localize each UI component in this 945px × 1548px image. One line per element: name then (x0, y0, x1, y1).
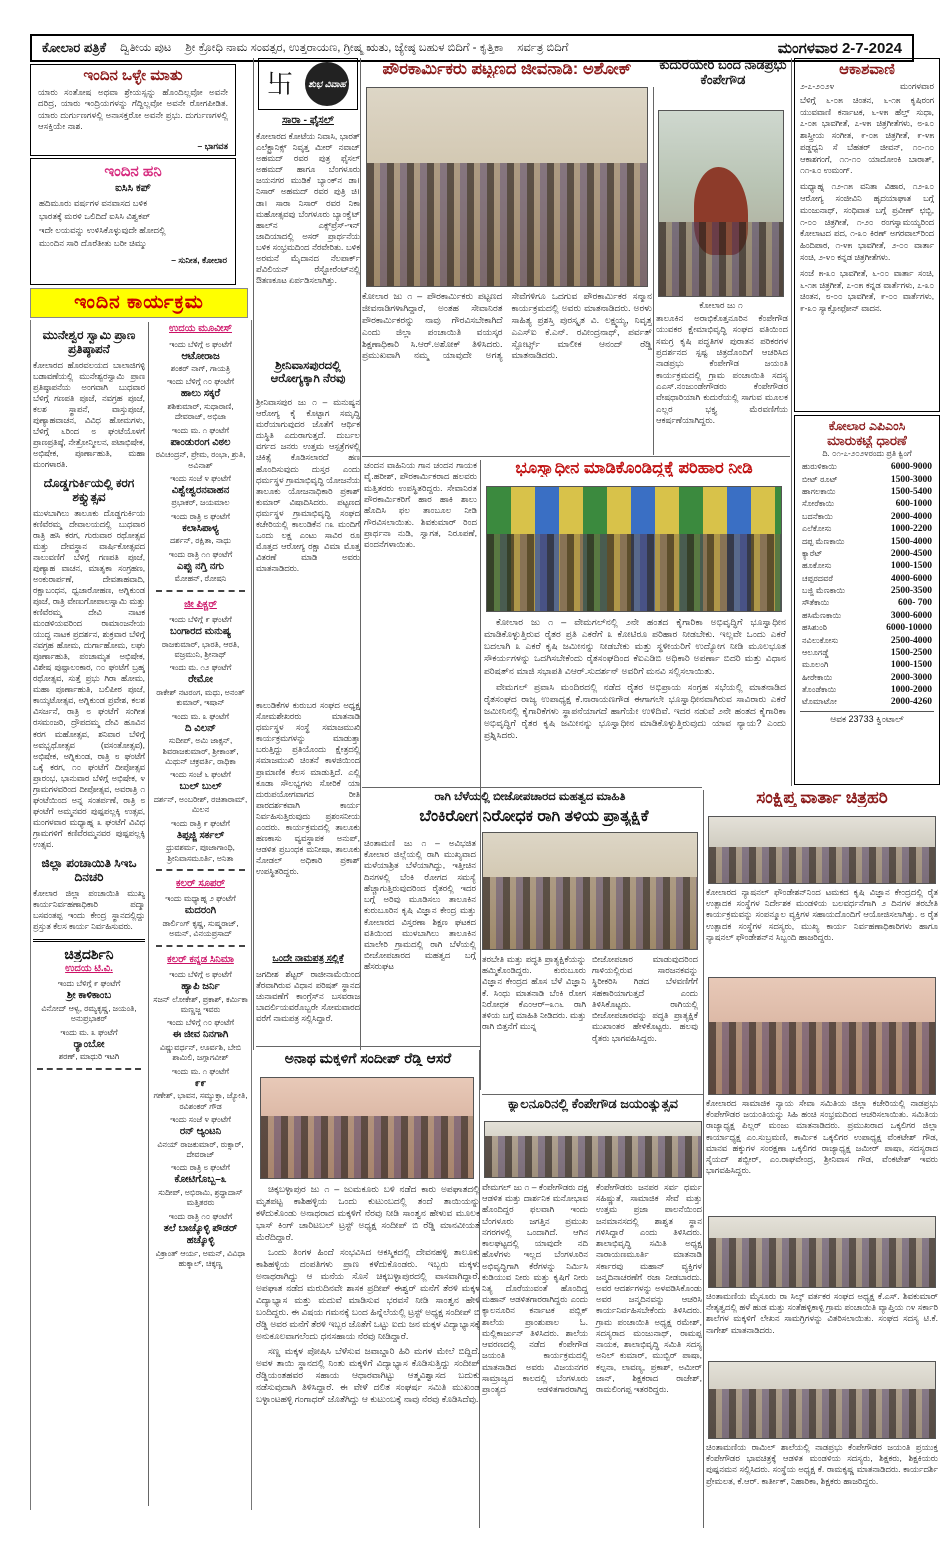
horse-headline: ಕುದುರೆಯೇರಿ ಬಂದ ನಾಡಪ್ರಭು ಕೆಂಪೇಗೌಡ (659, 58, 787, 87)
section-divider (33, 939, 145, 942)
market-item: ಬೀಟ್ ರೂಟ್ (802, 474, 838, 484)
photo-people (483, 877, 697, 949)
show-time: ಇಂದು ಬೆಳಿಗ್ಗೆ ೯ ಘಂಟೆಗೆ (169, 615, 232, 625)
market-footer: ಆವಕ 23733 ಕ್ವಿಂಟಾಲ್ (800, 711, 934, 725)
market-row (800, 597, 934, 609)
ragi-photo (482, 832, 698, 950)
market-item: ಹುರುಳಿಕಾಯಿ (802, 462, 838, 472)
market-row (800, 461, 934, 473)
cinema-listing-item (152, 598, 249, 613)
column-divider (148, 322, 149, 1506)
market-price-range: 1500-3000 (890, 474, 932, 485)
film-cast: ಧ್ರುವಶರ್ಮ, ಪೂಜಾಗಾಂಧಿ, ಶ್ರೀನಿವಾಸಮೂರ್ತಿ, ಅನಿತಾ (166, 843, 235, 863)
cinema-listing-item (152, 1115, 249, 1160)
cinema-listing-item (152, 877, 249, 892)
show-time: ಇಂದು ಮ. ೩ ಘಂಟೆಗೆ (60, 1027, 118, 1037)
kyalanuru-photo (484, 1121, 702, 1178)
market-item: ಬಜ್ಜಿ ಮೆಣಕಾಯಿ (802, 586, 846, 596)
film-cast: ಶಶಿಕುಮಾರ್, ಸುಧಾರಾಣಿ, ದೇವರಾಜ್, ಅಭಿಜಾ (167, 401, 234, 422)
hani-subtitle: ಐಸಿಸಿ ಕಪ್ (115, 182, 151, 194)
market-row (800, 585, 934, 597)
show-cast: ಶರಣ್, ಮಾಧುರಿ ಇಟಗಿ (58, 1052, 120, 1062)
cinema-listing-item (152, 1163, 249, 1208)
show-time: ಇಂದು ಮಧ್ಯಾಹ್ನ ೨ ಘಂಟೆಗೆ (165, 894, 236, 904)
film-title: ಆಟೋರಾಜ (181, 350, 220, 362)
photo-people (659, 222, 783, 296)
good-words-attribution: – ಭಾಗವತ (197, 140, 228, 151)
market-row (800, 684, 934, 696)
market-item: ಹೀರೇಕಾಯಿ (802, 672, 833, 682)
photo-people (367, 163, 647, 286)
show-time: ಇಂದು ಮ. ೩ ಘಂಟೆಗೆ (171, 711, 230, 721)
anatha-headline: ಅನಾಥ ಮಕ್ಕಳಿಗೆ ಸಂದೀಪ್ ರೆಡ್ಡಿ ಆಸರೆ (284, 1050, 452, 1066)
ashok-headline: ಪೌರಕಾರ್ಮಿಕರು ಪಟ್ಟಣದ ಜೀವನಾಡಿ: ಅಶೋಕ್ (382, 60, 632, 78)
market-item: ಟೊಮಾಟೋ (802, 697, 837, 707)
market-price-range: 600-1000 (895, 499, 932, 510)
market-item: ಸೋರೆಕಾಯಿ (802, 499, 835, 509)
market-item: ಎಲೆಕೋಸು (802, 524, 832, 534)
film-title: ಹಾಲು ಸಕ್ಕರೆ (180, 388, 221, 400)
market-item: ಹೂಕೋಸು (802, 561, 832, 571)
cinema-listing-item (152, 322, 249, 337)
film-title: ದಿ ವಿಲನ್ (185, 722, 216, 734)
film-title: ಜೀ ಪಿಕ್ಚರ್ (184, 598, 217, 610)
hani-line: ಇದೇ ಲಯವನ್ನು ಉಳಿಸಿಕೊಳ್ಳುವುದೇ ಹೋದಲ್ಲಿ (39, 224, 166, 235)
photo-people (709, 847, 935, 883)
market-price-range: 2000-4260 (890, 697, 932, 708)
wedding-story-body: ಕೋಲಾರದ ಕೋಟೆಯ ನಿವಾಸಿ, ಭಾರತ್ ಎಲೆಕ್ಟ್ರಾನಿಕ್ಸ್ ನಿವೃತ್ತ ಮೀರ್ ನವಾಜ್ ಅಹಮದ್ ರವರ ಪುತ್ರ ಫೈಸಲ್ ಅಹಮದ್ ಹಾಗೂ ಬೆಂಗಳೂರು ಜಯನಗರ ಮುಡಿಕೆ ಬ್ಯಾಂಕ್‌ನ ಡಾ। ನಿಸಾರ್ ಅಹಮದ್ ರವರ ಪುತ್ರಿ ಚಿ। ಡಾ। ಸಾರಾ ನಿಸಾರ್ ರವರ ನಿಕಾ ಮಹೋತ್ಸವವು ಬೆಂಗಳೂರು ಬ್ಯಾಂಕ್ವೆಟ್ ಹಾಲ್‌ನ ಎಕ್ಸ್‌ಪ್ರೆಸ್-ಇನ್ ಜಾದಿಯಾದಲ್ಲಿ ಅಸರ್ ಪ್ರಾರ್ಥನೆಯ ಬಳಿಕ ಸಂಭ್ರಮದಿಂದ ನೆರವೇರಿತು. ಬಳಿಕ ಅರಮನೆ ಮೈದಾನದ ನೆಲಪಾರ್ಕ್ ಪೆವಿಲಿಯನ್ ರೆಸ್ಟೋರೆಂಟ್‌ನಲ್ಲಿ ಔತಣಕೂಟ ಏರ್ಪಡಿಸಲಾಗಿತ್ತು. (256, 131, 360, 286)
event-body: ಕೋಲಾರದ ಹೊರವಲಯದ ಬಾಲಾಜಿಗಳ್ಳಿ ಬಡಾವಣೆಯಲ್ಲಿ ಮುನೇಶ್ವರಸ್ವಾಮಿ ಪ್ರಾಣ ಪ್ರತಿಷ್ಠಾಪನೆಯ ಅಂಗವಾಗಿ ಬುಧವಾರ ಬೆಳಿಗ್ಗೆ ಗಣಪತಿ ಪೂಜೆ, ನವಗ್ರಹ ಪೂಜೆ, ಕಲಶ ಸ್ಥಾಪನೆ, ವಾಸ್ತುಪೂಜೆ, ಪುಣ್ಯಾಹವಾಚನ, ವಿವಿಧ ಹೋಮಗಳು, ಬೆಳಿಗ್ಗೆ ೬ರಿಂದ ೮ ಘಂಟೆಯೊಳಗೆ ಪ್ರಾಣಪ್ರತಿಷ್ಠೆ, ನೇತ್ರೋನ್ಮೀಲನ, ಪಟಾಭಿಷೇಕ, ಅಭಿಷೇಕ, ಪೂರ್ಣಾಹುತಿ, ಮಹಾ ಮಂಗಳಾರತಿ. (33, 359, 145, 470)
photo-people (709, 1389, 935, 1438)
market-row (800, 535, 934, 547)
anatha-family-photo (260, 1077, 474, 1179)
market-item: ತೊಂಡೆಕಾಯಿ (802, 685, 837, 695)
film-title: ತಲೆ ಬಾಚ್ಕೊಳ್ಳಿ ಪೌಡರ್ ಹಚ್ಕೊಳ್ಳಿ (163, 1222, 238, 1247)
cinema-listing-item (152, 1067, 249, 1112)
akashavani-day: ಮಂಗಳವಾರ (899, 80, 934, 91)
hani-line: ಹದಿಮೂರು ವರ್ಷಗಳ ವನವಾಸದ ಬಳಿಕ (39, 198, 148, 208)
show-time: ಇಂದು ಬೆಳಿಗ್ಗೆ ೮ ಘಂಟೆಗೆ (169, 970, 232, 980)
cinema-listing-item (152, 512, 249, 547)
schedule-paragraph: ಸಂಜೆ ೫-೩೦ ಭಾವಗೀತೆ, ೬-೦೦ ವಾರ್ತಾ ಸಂಚಿ, ೬-೧೫ ಚಿತ್ರಗೀತೆ, ೭-೦೫ ಕನ್ನಡ ವಾರ್ತೆಗಳು, ೭-೩೦ ಚಿಂತನ, ೮-೦೦ ಭಾವಗೀತೆ, ೯-೦೦ ವಾರ್ತೆಗಳು, ೯-೩೦ ಸ್ಯಾಕ್ಸೋಫೋನ್ ವಾದನ. (800, 267, 934, 314)
column-divider (703, 790, 704, 1528)
film-title: ಕಲರ್ ಕನ್ನಡ ಸಿನಿಮಾ (167, 953, 234, 965)
srinivasapura-body: ಶ್ರೀನಿವಾಸಪುರ ಜು ೧ – ಮನುಷ್ಯನ ಆರೋಗ್ಯ ಕೈ ಕೊಟ್ಟಾಗ ಸಮೃದ್ಧಿ ಮರೆಯಾಗುವುದರ ಜೊತೆಗೆ ಆರ್ಥಿಕ ದುಸ್ಥಿತಿ ಎದುರಾಗುತ್ತದೆ. ದುರ್ಬಲ ವರ್ಗದ ಜನರು ಉತ್ತಮ ಆಸ್ಪತ್ರೆಗಳಲ್ಲಿ ಚಿಕಿತ್ಸೆ ಕೊಡಿಸಲಾರದೆ ಹಣ ಹೊಂದಿಸುವುದು ದುಸ್ತರ ಎಂದು ಧರ್ಮಸ್ಥಳ ಗ್ರಾಮಾಭಿವೃದ್ಧಿ ಯೋಜನೆಯ ತಾಲೂಕು ಯೋಜನಾಧಿಕಾರಿ ಪ್ರಕಾಶ್ ಕುಮಾರ್ ವಿಷಾದಿಸಿದರು. ಪಟ್ಟಣದ ಧರ್ಮಸ್ಥಳ ಗ್ರಾಮಾಭಿವೃದ್ಧಿ ಸಂಘದ ಕಚೇರಿಯಲ್ಲಿ ಕಾಲುಡಿಕೆನ ೧೩ ಮಂದಿಗೆ ಒಂದು ಲಕ್ಷ ಎಂಟು ಸಾವಿರ ರೂ ಮೊತ್ತದ ಆರೋಗ್ಯ ರಕ್ಷಾ ವಿಮಾ ಮೊತ್ತ ವಿತರಣೆ ಮಾಡಿ ಅವರು ಮಾತನಾಡಿದರು. (256, 397, 360, 574)
wedding-ad-box (258, 58, 358, 110)
market-subtitle: ದಿ. ೦೧-೭-೨೦೨೪ರಂದು ಪ್ರತಿ ಕ್ವಿಂಗೆ (822, 449, 912, 459)
show-time: ಇಂದು ಮ. ೧೨ ಘಂಟೆಗೆ (169, 663, 232, 673)
market-price-range: 3000-6000 (890, 610, 932, 621)
ashok-body: ಕೋಲಾರ ಜು ೧ – ಪೌರಕಾರ್ಮಿಕರು ಪಟ್ಟಣದ ಜೀವನಾಡಿಗಳಾಗಿದ್ದಾರೆ, ಅಂತಹ ಸೇವಾನಿರತ ಪೌರಕಾರ್ಮಿಕರನ್ನು ನಾವು ಗೌರವಿಸಬೇಕಾಗಿದೆ ಎಂದು ಜಿಲ್ಲಾ ಪಂಚಾಯಿತಿ ವಯಸ್ಕರ ಶಿಕ್ಷಣಾಧಿಕಾರಿ ಸಿ.ಆರ್.ಅಶೋಕ್ ತಿಳಿಸಿದರು. ಪ್ರಮುಖವಾಗಿ ನಮ್ಮ ಯಾವುದೇ ಅಗತ್ಯ ಸೇವೆಗಳಿಗೂ ಒದಗುವ ಪೌರಕಾರ್ಮಿಕರ ಸನ್ಮಾನ ಕಾರ್ಯಕ್ರಮದಲ್ಲಿ ಅವರು ಮಾತನಾಡಿದರು. ಅರಳು ಸಾಹಿತ್ಯ ಪ್ರಶಸ್ತಿ ಪುರಸ್ಕೃತ ವಿ. ಲಕ್ಷ್ಮಯ್ಯ, ನಿವೃತ್ತ ಎಎಸ್‌ಐ ಕೆ.ಎನ್. ರವೀಂದ್ರನಾಥ್, ಪರ್ವತ್ ಸ್ಪೋರ್ಟ್ಸ್ ಮಾಲೀಕ ಆನಂದ್ ರೆಡ್ಡಿ ಮಾತನಾಡಿದರು. (362, 291, 652, 361)
show-time: ಇಂದು ರಾತ್ರಿ ೧೦ ಘಂಟೆಗೆ (168, 1211, 233, 1221)
market-price-range: 2000-4000 (890, 511, 932, 522)
market-price-range: 6000-10000 (886, 623, 932, 634)
swastika-icon: 卐 (266, 69, 293, 99)
market-price-range: 6000-9000 (890, 462, 932, 473)
market-row (800, 610, 934, 622)
photo-people (709, 1238, 935, 1287)
show-time: ಇಂದು ರಾತ್ರಿ ೧೧ ಘಂಟೆಗೆ (168, 549, 233, 559)
film-title: ಉದಯ ಮೂವೀಸ್ (169, 323, 232, 334)
event-title: ಮುನೇಶ್ವರ ಸ್ವಾಮಿ ಪ್ರಾಣ ಪ್ರತಿಷ್ಠಾಪನೆ (42, 328, 136, 357)
column-divider (479, 1050, 480, 1528)
briefs-photo-2 (708, 977, 936, 1095)
briefs-caption-2: ಕೋಲಾರದ ಸಾಮಾಜಿಕ ನ್ಯಾಯ ಸೇವಾ ಸಮಿತಿಯ ಜಿಲ್ಲಾ ಕಚೇರಿಯಲ್ಲಿ ನಾಡಪ್ರಭು ಕೆಂಪೇಗೌಡರ ಜಯಂತಿಯನ್ನು ಸಿಹಿ ಹಂಚಿ ಸಂಭ್ರಮದಿಂದ ಆಚರಿಸಲಾಯಿತು. ಸಮಿತಿಯ ರಾಜ್ಯಾಧ್ಯಕ್ಷ ಪಿಲ್ಲರ್ ಮಂಜು ಮಾತನಾಡಿದರು. ಪ್ರಮುಖರಾದ ಒಕ್ಕಲಿಗರ ಜಿಲ್ಲಾ ಕಾರ್ಯಾಧ್ಯಕ್ಷ ಎಂ.ಸುಬ್ರಮಣಿ, ಕಾರ್ಮಿಕ ಒಕ್ಕಲಿಗರ ಉಪಾಧ್ಯಕ್ಷ ವೆಂಕಟೇಶ್ ಗೌಡ, ಮಾನವ ಹಕ್ಕುಗಳ ಸಂರಕ್ಷಣಾ ಒಕ್ಕಲಿಗರ ರಾಜ್ಯಾಧ್ಯಕ್ಷ ಜಮೀರ್ ಪಾಷಾ, ಸದಸ್ಯರಾದ ಸೈಯದ್ ಶಬ್ಬೀರ್, ಎಂ.ರಾಘವೇಂದ್ರ, ಶ್ರೀನಿವಾಸ ಗೌಡ, ವೆಂಕಟೇಶ್ ಇವರು ಭಾಗವಹಿಸಿದ್ದರು. (706, 1098, 938, 1176)
market-item: ಹಾಗಲಕಾಯಿ (802, 487, 836, 497)
cinema-listing-item (152, 1018, 249, 1063)
market-item: ದಪ್ಪ ಮೆಣಕಾಯಿ (802, 536, 845, 546)
tv-listing-item (37, 1068, 141, 1070)
nomination-body: ಜಗದೀಶ ಶೆಟ್ಟರ್ ರಾಜೀನಾಮೆಯಿಂದ ತೆರವಾಗಿರುವ ವಿಧಾನ ಪರಿಷತ್ ಸ್ಥಾನದ ಚುನಾವಣೆಗೆ ಕಾಂಗ್ರೆಸ್‌ನ ಬಸವರಾಜ ಬಾದರ್ಲಿಯವರೊಬ್ಬರೇ ಸೋಮವಾರದ ವರೆಗೆ ನಾಮಪತ್ರ ಸಲ್ಲಿಸಿದ್ದಾರೆ. (256, 969, 360, 1024)
film-title: ರೇಮೋ (188, 674, 213, 686)
cinema-listing-item (152, 340, 249, 375)
film-cast: ಪ್ರಭಾಕರ್, ಜಯಮಾಲ (171, 498, 230, 508)
cinema-listing-item (156, 945, 245, 947)
edition-date: ಮಂಗಳವಾರ 2-7-2024 (777, 39, 902, 57)
show-time: ಇಂದು ಸಂಜೆ ೬ ಘಂಟೆಗೆ (170, 770, 231, 780)
market-price-range: 600- 700 (897, 598, 932, 609)
film-cast: ಶಂಕರ್ ನಾಗ್, ಗಾಯತ್ರಿ (170, 364, 231, 373)
show-time: ಇಂದು ಮ. ೧ ಘಂಟೆಗೆ (171, 1066, 230, 1076)
briefs-photo-3 (708, 1216, 936, 1288)
film-cast: ಮೋಹನ್, ರೋಷನಿ (174, 574, 227, 584)
show-time: ಇಂದು ರಾತ್ರಿ ೯ ಘಂಟೆಗೆ (171, 818, 230, 828)
briefs-caption-3: ಚಿಂತಾಮಣಿಯ ಮೈಸೂರು ರಾ ಸಿಲ್ಕ್ ವರ್ತಕರ ಸಂಘದ ಅಧ್ಯಕ್ಷ ಕೆ.ಎಸ್. ಶಿವಕುಮಾರ್ ನೇತೃತ್ವದಲ್ಲಿ ಹಳೆ ಹುಡ ಮತ್ತು ಸಂತೆಹಳ್ಳಿಕಾಳ್ಳಿ ಗ್ರಾಮ ಪಂಚಾಯಿತಿ ವ್ಯಾಪ್ತಿಯ ೧೪ ಸರ್ಕಾರಿ ಶಾಲೆಗಳ ಮಕ್ಕಳಿಗೆ ಲೇಖನ ಸಾಮಗ್ರಿಗಳನ್ನು ವಿತರಿಸಲಾಯಿತು. ಸಂಘದ ಸದಸ್ಯ ಟಿ.ಕೆ. ನಾಗೇಶ್ ಮಾತನಾಡಿದರು. (706, 1291, 938, 1335)
show-time: ಇಂದು ರಾತ್ರಿ ೮ ಘಂಟೆಗೆ (171, 1163, 230, 1173)
ragi-col3: ಬೀಜೋಪಚಾರ ಮಾಡುವುದರಿಂದ ಗಾಳಿಯಲ್ಲಿರುವ ಸಾರಜನಕವನ್ನು ಸ್ಥಿರೀಕರಿಸಿ ಗಿಡದ ಬೆಳವಣಿಗೆಗೆ ಸಹಕಾರಿಯಾಗುತ್ತದೆ ಎಂದು ತಿಳಿಸಿಕೊಟ್ಟರು. ರಾಗಿಯಲ್ಲಿ ಬೀಜೋಪಚಾರವನ್ನು ಪದ್ಧತಿ ಪ್ರಾತ್ಯಕ್ಷಿಕೆ ಮುಖಾಂತರ ಹೇಳಿಕೊಟ್ಟರು. ಹಲವು ರೈತರು ಭಾಗವಹಿಸಿದ್ದರು. (592, 954, 698, 1043)
market-price-range: 1000-1500 (890, 561, 932, 572)
photo-people (487, 534, 781, 611)
market-price-range: 2500-4000 (890, 635, 932, 646)
show-title: ಉದಯ ಟಿ.ವಿ. (65, 962, 113, 974)
briefs-caption-1: ಕೋಲಾರದ ನ್ಯಾಷನಲ್ ಫೌಂಡೇಶನ್‌ನಿಂದ ಟಮಕದ ಕೃಷಿ ವಿಜ್ಞಾನ ಕೇಂದ್ರದಲ್ಲಿ ರೈತ ಉತ್ಪಾದಕ ಸಂಸ್ಥೆಗಳ ನಿರ್ದೇಶಕ ಮಂಡಳಿಯ ಬಲವರ್ಧನೆಗಾಗಿ ೨ ದಿನಗಳ ತರಬೇತಿ ಕಾರ್ಯಕ್ರಮವನ್ನು ಸಂಪನ್ಮೂಲ ವ್ಯಕ್ತಿಗಳ ಸಹಾಯದೊಂದಿಗೆ ಆಯೋಜಿಸಲಾಗಿತ್ತು. ೮ ರೈತ ಉತ್ಪಾದಕ ಸಂಸ್ಥೆಗಳ ಸದಸ್ಯರು, ಮುಖ್ಯ ಕಾರ್ಯ ನಿರ್ವಹಣಾಧಿಕಾರಿಗಳು ಹಾಗೂ ನ್ಯಾಷನಲ್ ಫೌಂಡೇಶನ್‌ನ ಸಿಬ್ಬಂದಿ ಹಾಜರಿದ್ದರು. (706, 887, 938, 942)
show-title: ಶ್ರೀ ಕಾಳಿಕಾಂಬ (66, 990, 112, 1002)
market-price-range: 2500-3500 (890, 586, 932, 597)
market-price-range: 1500-2500 (890, 647, 932, 658)
column-divider (791, 58, 792, 786)
market-item: ಆಲೂಗಡ್ಡೆ (802, 647, 829, 657)
film-cast: ಸುದೀಪ್, ಅಭಿರಾಮಿ, ಶ್ರದ್ಧಾದಾಸ್ ಮತ್ತಿತರರು (158, 1187, 243, 1208)
event-body: ಮುಳಬಾಗಿಲು ತಾಲೂಕು ದೊಡ್ಡಗುರ್ಕಿಯ ಕಣಿವೆರಮ್ಮ ದೇವಾಲಯದಲ್ಲಿ ಬುಧವಾರ ರಾತ್ರಿ ಹಸಿ ಕರಗ, ಗುರುವಾರ ರಥೋತ್ಸವ ಮತ್ತು ದೇವಸ್ಥಾನ ವಾರ್ಷಿಕೋತ್ಸವದ ನಾಲುವಣಿಗೆ ಬೆಳಿಗ್ಗೆ ಗಣಪತಿ ಪೂಜೆ, ಪುಣ್ಯಾಹ ವಾಚನ, ಮಾತೃಕಾ ಸಂಗ್ರಹಣ, ಅಂಕುರಾರ್ಪಣೆ, ದೇವತಾಹವಾದಿ, ರಕ್ಷಾಬಂಧನ, ಧ್ವಜಾರೋಹಣ, ಅಗ್ನಿಕುಂಡ ಪೂಜೆ, ರಾತ್ರಿ ವೇಣುಗೋಪಾಲಸ್ವಾಮಿ ಮತ್ತು ಕಣಿವೆರಮ್ಮ ದೇವಿ ನಾಟಕ ಮಂಡಳಿಯವರಿಂದ ರಾಮಾಂಜನೇಯ ಯುದ್ಧ ನಾಟಕ ಪ್ರದರ್ಶನ, ಶುಕ್ರವಾರ ಬೆಳಿಗ್ಗೆ ನವಗ್ರಹ ಹೋಮ, ದುರ್ಗಾಹೋಮ, ಲಘು ಪೂರ್ಣಾಹುತಿ, ಪಂಚಾಮೃತ ಅಭಿಷೇಕ, ವಿಶೇಷ ಪುಷ್ಪಾಲಂಕಾರ, ೧೦ ಘಂಟೆಗೆ ಬ್ರಹ್ಮ ರಥೋತ್ಸವ, ಸುತ್ತೆ ಪ್ರಭು ಗಿರಾ ಹೋಮ, ಮಹಾ ಪೂರ್ಣಾಹುತಿ, ಬಲಿಪೀಠ ಪೂಜೆ, ಕಾಯ್ಕಟೋತ್ಸವ, ಅಗ್ನಿಕುಂಡ ಪ್ರವೇಶ, ಕಲಶ ವಿಸರ್ಜನೆ, ರಾತ್ರಿ ೮ ಘಂಟೆಗೆ ಸಂಗೀತ ರಸಮಂಜರಿ, ದ್ರೌಪದಮ್ಮ ದೇವಿ ಹೂವಿನ ಕರಗ ಮಹೋತ್ಸವ, ಶನಿವಾರ ಬೆಳಿಗ್ಗೆ ಅವಭೃಥೋತ್ಸವ (ವಸಂತೋತ್ಸವ), ಅಭಿಷೇಕ, ಅಗ್ನಿಕುಂಡ, ರಾತ್ರಿ ೮ ಘಂಟೆಗೆ ಒಕ್ಕೆ ಕರಗ, ೧೦ ಘಂಟೆಗೆ ದೀಪೋತ್ಸವ ಪ್ರಾರಂಭ, ಭಾನುವಾರ ಬೆಳಿಗ್ಗೆ ಅಭಿಷೇಕ, ೪ ಗ್ರಾಮಗಳವರಿಂದ ದೀಪೋತ್ಸವ, ಅವರಾತ್ರಿ ೧ ಘಂಟೆಯಿಂದ ಅನ್ನ ಸಂತರ್ಪಣೆ, ರಾತ್ರಿ ೮ ಘಂಟೆಗೆ ಅಮ್ಮನವರ ಪುಷ್ಪಪಲ್ಲಕ್ಕಿ ಉತ್ಸವ, ಮಂಗಳವಾರ ಮಧ್ಯಾಹ್ನ ೩ ಘಂಟೆಗೆ ವಿವಿಧ ಗ್ರಾಮಗಳಿಗೆ ಕಣಿವೆರಮ್ಮನವರ ಪುಷ್ಪಪಲ್ಲಕ್ಕಿ ಉತ್ಸವ. (33, 507, 145, 849)
market-price-range: 2000-4500 (890, 548, 932, 559)
akashavani-schedule (800, 95, 934, 315)
event-title: ಜಿಲ್ಲಾ ಪಂಚಾಯಿತಿ ಸಿಇಒ ದಿನಚರಿ (41, 855, 137, 885)
cinema-listing-item (152, 712, 249, 768)
bhoosvadheena-body (484, 616, 786, 786)
market-row (800, 659, 934, 671)
tv-listings (33, 962, 145, 1070)
cinema-listing-item (156, 869, 245, 871)
film-cast: ವಿಷ್ಣುವರ್ಧನ್, ಊರ್ವಶಿ, ಬೇಬಿ ಶಾಮಿಲಿ, ಜಗ್ಗಾಗವೀಶ್ (159, 1042, 242, 1063)
column-divider (253, 58, 254, 1050)
cinema-listing-item (152, 615, 249, 660)
film-cast: ರಾಕೇಶ್ ನಟರಂಗ, ಮಧು, ಅನಂತ್ ಕುಮಾರ್, ಇಷಾನ್ (156, 687, 245, 708)
hani-title: ಇಂದಿನ ಹನಿ (104, 163, 162, 180)
paragraph: ಕೋಲಾರ ಜು ೧ – ವೇಮಗಲ್‌ನಲ್ಲಿ ೨ನೇ ಹಂತದ ಕೈಗಾರಿಕಾ ಅಭಿವೃದ್ಧಿಗೆ ಭೂಸ್ವಾಧೀನ ಮಾಡಿಕೊಳ್ಳುತ್ತಿರುವ ರೈತರ ಪ್ರತಿ ಎಕರೆಗೆ ೩ ಕೋಟಿರೂ ಪರಿಹಾರ ನೀಡಬೇಕು. ಇಲ್ಲವೇ ಒಂದು ಎಕರೆ ಬದಲಾಗಿ ೩ ಎಕರೆ ಕೃಷಿ ಜಮೀನನ್ನು ನೀಡಬೇಕು ಮತ್ತು ಸ್ಥಳೀಯರಿಗೆ ಉದ್ಯೋಗ ನೀಡಿ ಮೂಲಭೂತ ಸೌಕರ್ಯಗಳನ್ನು ಒದಗಿಸಬೇಕೆಂದು ರೈತಸಂಘದಿಂದ ಕೆಐಎಡಿಬಿ ಅಧಿಕಾರಿ ಅಪರ್ಣಾ ಬಿದರಿ ಮತ್ತು ವಿಧಾನ ಪರಿಷತ್‌ನ ಮಾಜಿ ಸಭಾಪತಿ ವಿಆರ್.ಸುದರ್ಶನ್ ಅವರಿಗೆ ಮನವಿ ಸಲ್ಲಿಸಲಾಯಿತು. (484, 617, 786, 676)
market-row (800, 622, 934, 634)
paragraph: ವೇಮಗಲ್ ಪ್ರವಾಸಿ ಮಂದಿರದಲ್ಲಿ ನಡೆದ ರೈತರ ಅಭಿಪ್ರಾಯ ಸಂಗ್ರಹ ಸಭೆಯಲ್ಲಿ ಮಾತನಾಡಿದ ರೈತಸಂಘದ ರಾಜ್ಯ ಉಪಾಧ್ಯಕ್ಷ ಕೆ.ನಾರಾಯಣಗೌಡ ಈಗಾಗಲೇ ಭೂಸ್ವಾಧೀನವಾಗಿರುವ ಸಾವಿರಾರು ಎಕರೆ ಜಮೀನಿನಲ್ಲಿ ಕೈಗಾರಿಕೆಗಳು ಸ್ಥಾಪನೆಯಾಗದೆ ಹಾಗೆಯೇ ಉಳಿದಿವೆ. ಇದರ ನಡುವೆ ೨ನೇ ಹಂತದ ಕೈಗಾರಿಕಾ ಅಭಿವೃದ್ಧಿಗೆ ರೈತರ ಕೃಷಿ ಜಮೀನನ್ನು ಭೂಸ್ವಾಧೀನ ಮಾಡಿಕೊಳ್ಳುತ್ತಿರುವುದು ಯಾವ ನ್ಯಾಯ? ಎಂದು ಪ್ರಶ್ನಿಸಿದರು. (484, 681, 786, 741)
ashok-body-continued: ಚಂದನ ವಾಹಿನಿಯ ಗಾನ ಚಂದನ ಗಾಯಕ ವೈ.ಹರೀಶ್, ಪೌರಕಾರ್ಮಿಕರಾದ ಹಲವರು ಮತ್ತಿತರರು ಉಪಸ್ಥಿತರಿದ್ದರು. ಸೇವಾನಿರತ ಪೌರಕಾರ್ಮಿಕರಿಗೆ ಹಾರ ಹಾಕಿ ಶಾಲು ಹೊದಿಸಿ ಫಲ ತಾಂಬೂಲ ನೀಡಿ ಗೌರವಿಸಲಾಯಿತು. ಶಿವಕುಮಾರ್ ರಿಂದ ಪ್ರಾರ್ಥನಾ ನುಡಿ, ಸ್ವಾಗತ, ನಿರೂಪಣೆ, ವಂದನೆಗಳಾಯಿತು. (364, 460, 477, 550)
market-row (800, 671, 934, 683)
cinema-listing-item (152, 377, 249, 422)
nomination-subhead: ಒಂದೇ ನಾಮಪತ್ರ ಸಲ್ಲಿಕೆ (272, 953, 344, 964)
horse-photo (658, 110, 784, 297)
market-item: ಹಸಿಶುಂಠಿ (802, 623, 828, 633)
market-row (800, 523, 934, 535)
show-time: ಇಂದು ಬೆಳಿಗ್ಗೆ ೧೦ ಘಂಟೆಗೆ (166, 377, 235, 387)
rule (482, 1094, 704, 1095)
film-title: ೯೯ (194, 1077, 207, 1089)
event-title: ದೊಡ್ಡಗುರ್ಕಿಯಲ್ಲಿ ಕರಗ ಶಕ್ತ್ಯುತ್ಸವ (43, 476, 135, 505)
paragraph: ಚಿಕ್ಕಬಳ್ಳಾಪುರ ಜು ೧ – ಜುಮಕೂರು ಬಳಿ ನಡೆದ ಕಾರು ಅಪಘಾತದಲ್ಲಿ ಮೃತಪಟ್ಟ ಕಾಶಿಹಳ್ಳಿಯ ಒಂದು ಕುಟುಂಬದಲ್ಲಿ ತಂದೆ ತಾಯಿಯನ್ನು ಕಳೆದುಕೊಂಡು ಅನಾಥರಾದ ಮಕ್ಕಳಿಗೆ ನೆರವು ನೀಡಿ ಸಾಂತ್ವನ ಹೇಳುವ ಮೂಲಕ ಭಾಸ್ ಕಿಂಗ್ ಚಾರಿಟಬಲ್ ಟ್ರಸ್ಟ್ ಅಧ್ಯಕ್ಷ ಸಂದೀಪ್ ಬಿ ರೆಡ್ಡಿ ಮಾನವೀಯತೆ ಮೆರೆದಿದ್ದಾರೆ. (256, 1184, 480, 1242)
kyalanuru-headline: ಕ್ಯಾಲನೂರಿನಲ್ಲಿ ಕೆಂಪೇಗೌಡ ಜಯಂತ್ಯುತ್ಸವ (508, 1097, 678, 1111)
srinivasapura-body-more: ಕಾಲುಡಿಕೆಗಳ ಕುರುಬರ ಸಂಘದ ಅಧ್ಯಕ್ಷ ಸೋಮಶೇಖರರು ಮಾತನಾಡಿ ಧರ್ಮಸ್ಥಳ ಸಂಸ್ಥೆ ಸಮಾಜಮುಖಿ ಕಾರ್ಯಕ್ರಮಗಳನ್ನು ಮಾಡುತ್ತಾ ಬರುತ್ತಿದ್ದು ಪ್ರತಿಯೊಂದು ಕ್ಷೇತ್ರದಲ್ಲಿ ಸಮಾಜಮುಖಿ ಚಿಂತನೆ ಕಾಳಜಿಯಿಂದ ಪ್ರಾಮಾಣಿಕ ಕೆಲಸ ಮಾಡುತ್ತಿದೆ. ಎಲ್ಲಿ ಕೂಡಾ ಸೌಲಭ್ಯಗಳು ಸೋರಿಕೆ ಯಾ ದುರುಪಯೋಗವಾಗದ ರೀತಿ ಪಾರದರ್ಶಕವಾಗಿ ಕಾರ್ಯ ನಿರ್ವಹಿಸುತ್ತಿರುವುದು ಪ್ರಶಂಸನೀಯ ಎಂದರು. ಕಾರ್ಯಕ್ರಮದಲ್ಲಿ ತಾಲೂಕು ಹಣಕಾಸು ವ್ಯವಸ್ಥಾಪಕ ಅನುಪ್, ಆಡಳಿತ ಪ್ರಬಂಧಕ ಮನೀಷಾ, ತಾಲೂಕು ನೋಡಲ್ ಅಧಿಕಾರಿ ಪ್ರಕಾಶ್ ಉಪಸ್ಥಿತರಿದ್ದರು. (256, 700, 360, 877)
photo-people (261, 1116, 473, 1178)
market-row (800, 473, 934, 485)
photo-people (709, 1022, 935, 1094)
wedding-story-title: ಸಾರಾ - ಫೈಸಲ್ (282, 114, 334, 126)
film-title: ಕಲಾಸಿಪಾಳ್ಯ (182, 522, 219, 534)
market-row (800, 572, 934, 584)
market-box (794, 415, 940, 785)
film-cast: ರಾಜಕುಮಾರ್, ಭಾರತಿ, ಆರತಿ, ವಜ್ರಮುನಿ, ಶ್ರೀನಾಥ್ (161, 639, 240, 660)
show-cast: ವಿನೋದ್ ಆಳ್ವ, ರಮ್ಯಕೃಷ್ಣ, ಜಯಂತಿ, ಅನುಪ್ರಭಾಕರ್ (41, 1003, 137, 1024)
market-table (800, 461, 934, 709)
market-row (800, 696, 934, 708)
ragi-col1: ಚಿಂತಾಮಣಿ ಜು ೧ – ಅವಿಭಜಿತ ಕೋಲಾರ ಜಿಲ್ಲೆಯಲ್ಲಿ ರಾಗಿ ಮುಖ್ಯವಾದ ಮಳೆಯಾಶ್ರಿತ ಬೆಳೆಯಾಗಿದ್ದು, ಇತ್ತೀಚಿನ ದಿನಗಳಲ್ಲಿ ಬೆಂಕಿ ರೋಗದ ಸಮಸ್ಯೆ ಹೆಚ್ಚಾಗುತ್ತಿರುವುದರಿಂದ ರೈತರಲ್ಲಿ ಇದರ ಬಗ್ಗೆ ಅರಿವು ಮೂಡಿಸಲು ತಾಲೂಕಿನ ಕುರುಬೂರಿನ ಕೃಷಿ ವಿಜ್ಞಾನ ಕೇಂದ್ರ ಮತ್ತು ಕೋಲಾರದ ವಿಸ್ತರಣಾ ಶಿಕ್ಷಣ ಘಟಕದ ವತಿಯಿಂದ ಮುಳಬಾಗಿಲು ತಾಲೂಕಿನ ಮಾಲೇರಿ ಗ್ರಾಮದಲ್ಲಿ ರಾಗಿ ಬೆಳೆಯಲ್ಲಿ ಬೀಜೋಪಚಾರದ ಮಹತ್ವದ ಬಗ್ಗೆ ಹೆಸರುಘಟ (364, 838, 476, 972)
rule (256, 1046, 480, 1047)
market-title-1: ಕೋಲಾರ ಎಪಿಎಂಸಿ (828, 419, 906, 433)
bhoosvadheena-headline: ಭೂಸ್ವಾಧೀನ ಮಾಡಿಕೊಂಡಿದ್ದಕ್ಕೆ ಪರಿಹಾರ ನೀಡಿ (515, 459, 753, 477)
market-item: ಚಪ್ಪರದವರೆ (802, 573, 834, 583)
hani-poem (39, 197, 227, 255)
briefs-photo-4 (708, 1361, 936, 1439)
chitradarshini-title: ಚಿತ್ರದರ್ಶಿನಿ (64, 945, 114, 962)
photo-people (485, 1136, 701, 1177)
show-time: ಇಂದು ರಾತ್ರಿ ೮ ಘಂಟೆಗೆ (171, 511, 230, 521)
ragi-headline: ಬೆಂಕಿರೋಗ ನಿರೋಧಕ ರಾಗಿ ತಳಿಯ ಪ್ರಾತ್ಯಕ್ಷಿಕೆ (419, 808, 649, 825)
horse-body: ತಾಲೂಕಿನ ಅರಾಭಿಕೊತ್ತನೂರಿನ ಕೆಂಪೇಗೌಡ ಯುವಕರ ಕ್ಷೇಮಾಭಿವೃದ್ಧಿ ಸಂಘದ ವತಿಯಿಂದ ಸಮಗ್ರ ಕೃಷಿ ಪದ್ಧತಿಗಳ ಪುರಾತನ ಪರಿಕರಗಳ ಪ್ರದರ್ಶನದ ಸ್ಪಷ್ಟ ಚಿತ್ರದೊಂದಿಗೆ ಆಚರಿಸಿದ ನಾಡಪ್ರಭು ಕೆಂಪೇಗೌಡ ಜಯಂತಿ ಕಾರ್ಯಕ್ರಮದಲ್ಲಿ ಗ್ರಾಮ ಪಂಚಾಯಿತಿ ಸದಸ್ಯ ಎಎಸ್.ನಂಜುಂಡೇಗೌಡರು ಕೆಂಪೇಗೌಡರ ವೇಷಧಾರಿಯಾಗಿ ಕುದುರೆಯಲ್ಲಿ ಸಾಗುವ ಮೂಲಕ ಎಲ್ಲರ ಭಕ್ತ್ಯ ಮೆರವಣಿಗೆಯ ಆಕರ್ಷಣೆಯಾಗಿದ್ದರು. (656, 313, 788, 426)
film-title: ಬುಲ್ ಬುಲ್ (179, 781, 222, 793)
market-item: ನವಿಲುಕೋಸು (802, 635, 839, 645)
schedule-paragraph: ಮಧ್ಯಾಹ್ನ ೧೨-೧೫ ವನಿತಾ ವಿಹಾರ, ೧೨-೩೦ ಆರೋಗ್ಯ ಸಂಜೀವಿನಿ ಹೃದಯಾಘಾತ ಬಗ್ಗೆ ಮಂಜುನಾಥ್, ಸಂಧಿವಾತ ಬಗ್ಗೆ ಪ್ರವೀಣ್ ಛಬ್ಬಿ, ೧-೦೦ ಚಿತ್ರಗೀತೆ, ೧-೨೦ ರಂಗಸ್ವಾಮಯ್ಯರಿಂದ ಕೋಲಾಟದ ಪದ, ೧-೩೦ ಕಿರಣ್ ಅಗರವಾಲ್‌ರಿಂದ ಹಿಂದಿಪಾಠ, ೧-೪೫ ಭಾವಗೀತೆ, ೨-೦೦ ವಾರ್ತಾ ಸಂಚಿ, ೨-೪೦ ಕನ್ನಡ ಚಿತ್ರಗೀತೆಗಳು. (800, 181, 934, 262)
briefs-photo-1 (708, 816, 936, 884)
film-title: ಕಲರ್ ಸೂಪರ್ (176, 877, 225, 889)
tv-listing-item (33, 962, 145, 977)
rule (362, 456, 790, 457)
show-title: ರ‍್ಯಾಂಬೋ (73, 1038, 105, 1050)
film-cast: ಡಾರ್ಲಿಂಗ್ ಕೃಷ್ಣ, ಸುಷ್ಮರಾಜ್, ಅಮನ್, ವಿನಯಪ್ರಸಾದ್ (162, 918, 239, 939)
film-title: ಈ ಜೀವ ನಿನಗಾಗಿ (172, 1029, 229, 1041)
film-cast: ರವಿಚಂದ್ರನ್, ಪ್ರೇಮ, ರಂಭಾ, ಶ್ರುತಿ, ಅವಿನಾಶ್ (155, 450, 246, 470)
film-title: ತಿಪ್ಪಜ್ಜಿ ಸರ್ಕಲ್ (176, 829, 225, 841)
good-words-title: ಇಂದಿನ ಒಳ್ಳೇ ಮಾತು (83, 68, 183, 84)
market-row (800, 548, 934, 560)
market-price-range: 1000-2200 (890, 524, 932, 535)
market-row (800, 634, 934, 646)
srinivasapura-headline: ಶ್ರೀನಿವಾಸಪುರದಲ್ಲಿ ಆರೋಗ್ಯಕ್ಕಾಗಿ ನೆರವು (270, 360, 346, 386)
film-cast: ದರ್ಶನ್, ರಕ್ಷಿತಾ, ನಾಧು (170, 536, 231, 546)
paragraph: ಒಂದು ತಿಂಗಳ ಹಿಂದೆ ಸಂಭವಿಸಿದ ಆಕಸ್ಮಿಕದಲ್ಲಿ ದೇವನಹಳ್ಳಿ ತಾಲೂಕು ಕಾಶಿಹಳ್ಳಿಯ ದಂಪತಿಗಳು ಪ್ರಾಣ ಕಳೆದುಕೊಂಡರು. ಇಬ್ಬರು ಮಕ್ಕಳು ಅನಾಥರಾಗಿದ್ದು ಆ ಮನೆಯ ಸೊಸೆ ಚಿಕ್ಕಬಳ್ಳಾಪುರದಲ್ಲಿ ವಾಸವಾಗಿದ್ದಾರೆ. ಅಪಘಾತ ನಡೆದ ಮರುದಿನವೇ ಶಾಸಕ ಪ್ರದೀಪ್ ಈಶ್ವರ್ ಮನೆಗೆ ತೆರಳಿ ಮಕ್ಕಳ ವಿದ್ಯಾಭ್ಯಾಸ ಮತ್ತು ಮದುವೆ ಮಾಡಿಸುವ ಭರವಸೆ ನೀಡಿ ಸಾಂತ್ವನ ಹೇಳಿ ಬಂದಿದ್ದರು. ಈ ವಿಷಯ ಗಮನಕ್ಕೆ ಬಂದ ಹಿನ್ನೆಲೆಯಲ್ಲಿ ಟ್ರಸ್ಟ್ ಅಧ್ಯಕ್ಷ ಸಂದೀಪ್ ಬಿ ರೆಡ್ಡಿ ಅವರ ಮನೆಗೆ ತೆರಳಿ ಇಬ್ಬರ ಜೊತೆಗೆ ಒಟ್ಟು ಐದು ಜನ ಮಕ್ಕಳ ವಿದ್ಯಾಭ್ಯಾಸಕ್ಕೆ ಅನುಕೂಲವಾಗಲೆಂದು ಧನಸಹಾಯ ನೆರವು ನೀಡಿದ್ದಾರೆ. (256, 1247, 480, 1341)
good-words-body: ಯಾರು ಸಂತೋಷ ಅಥವಾ ಶ್ರೇಯಸ್ಸನ್ನು ಹೊಂದಿಲ್ಲವೋ ಅವನೇ ದರಿದ್ರ, ಯಾರು ಇಂದ್ರಿಯಗಳನ್ನು ಗೆದ್ದಿಲ್ಲವೋ ಅವನೇ ರೋಗಪೀಡಿತ. ಯಾರು ದುರ್ಗುಣಗಳಲ್ಲಿ ಅನಾಸಕ್ತರೋ ಅವನೇ ಪ್ರಭು. ದುರ್ಗುಣಗಳಲ್ಲಿ ಆಸಕ್ತಿಯೇ ನಾಶ. (38, 86, 228, 132)
market-item: ಕ್ಯಾರೆಟ್ (802, 548, 823, 558)
page-label: ದ್ವಿತೀಯ ಪುಟ (120, 41, 172, 54)
market-price-range: 1500-4000 (890, 536, 932, 547)
film-cast: ಸಜನ್ ಲೋಕೇಶ್, ಪ್ರಕಾಶ್, ಕರ್ಮಿಕಾ ಮಣ್ಣಜ್ಜ ಇವರು (153, 994, 248, 1015)
paragraph: ಸಣ್ಣ ಮಕ್ಕಳ ಪೋಷಿಸಿ ಬೆಳೆಸುವ ಜವಾಬ್ದಾರಿ ಹಿರಿ ಮಗಳ ಮೇಲೆ ಬಿದ್ದಿದೆ. ಅವಳ ತಾಯಿ ಸ್ಥಾನದಲ್ಲಿ ನಿಂತು ಮಕ್ಕಳಿಗೆ ವಿದ್ಯಾಭ್ಯಾಸ ಕೊಡಿಸುತ್ತಿದ್ದು ಸಂದೀಪ್ ರೆಡ್ಡಿಯಂತಹವರ ಸಹಾಯ ಆಧಾರವಾಗಿಟ್ಟು ಆತ್ಮವಿಶ್ವಾಸದ ಬದುಕು ನಡೆಸುವುದಾಗಿ ತಿಳಿಸಿದ್ದಾರೆ. ಈ ವೇಳೆ ದಲಿತ ಸಂಘರ್ಷ ಸಮಿತಿ ಮುಖಂಡ ಬಳ್ಳಾಂಟಹಳ್ಳಿ ಗಂಗಾಧರ್ ಜೊತೆಗಿದ್ದು ಆ ಕುಟುಂಬಕ್ಕೆ ನಾವು ನೆರವು ಕೊಡಿಸಿದೆವು. (256, 1346, 480, 1404)
wedding-ad-badge: ಶುಭ ವಿವಾಹ (305, 62, 349, 106)
film-cast: ಸುದೀಪ್, ಅಮಿ ಜಾಕ್ಸನ್, ಶಿವರಾಜಕುಮಾರ್, ಶ್ರೀಕಾಂತ್, ಮಿಥುನ್ ಚಕ್ರವರ್ತಿ, ರಾಧಿಕಾ (162, 736, 239, 766)
paper-name: ಕೋಲಾರ ಪತ್ರಿಕೆ (42, 40, 107, 55)
cinema-column (152, 322, 249, 1508)
ragi-kicker: ರಾಗಿ ಬೆಳೆಯಲ್ಲಿ ಬೀಜೋಪಚಾರದ ಮಹತ್ವದ ಮಾಹಿತಿ (434, 791, 626, 803)
ragi-col2: ತರಬೇತಿ ಮತ್ತು ಪದ್ಧತಿ ಪ್ರಾತ್ಯಕ್ಷಿಕೆಯನ್ನು ಹಮ್ಮಿಕೊಂಡಿದ್ದರು. ಕುರುಬೂರು ವಿಜ್ಞಾನ ಕೇಂದ್ರದ ಹೊಸ ಬೆಳೆ ವಿಜ್ಞಾನಿ ಕೆ. ಸಿಂಧು ಮಾತನಾಡಿ ಬೆಂಕಿ ರೋಗ ನಿರೋಧಕ ಕೆಎಂಆರ್–೩೧೬ ರಾಗಿ ತಳಿಯ ಬಗ್ಗೆ ಮಾಹಿತಿ ನೀಡಿದರು. ಮತ್ತು ರಾಗಿ ಬಿತ್ತನೆಗೆ ಮುನ್ನ (482, 954, 586, 1032)
market-row (800, 560, 934, 572)
market-item: ಮೂಲಂಗಿ (802, 660, 829, 670)
rule (362, 787, 702, 788)
briefs-headline: ಸಂಕ್ಷಿಪ್ತ ವಾರ್ತಾ ಚಿತ್ರಹರಿ (756, 788, 888, 807)
akashavani-date: ೨-೭-೨೦೨೪ (800, 80, 835, 91)
schedule-paragraph: ಬೆಳಿಗ್ಗೆ ೬-೦೫ ಚಿಂತನ, ೬-೧೫ ಕೃಷಿರಂಗ ಯುವವಾಣಿ ಕರ್ನಾಟಕ, ೬-೪೫ ಹೆಲ್ತ್ ಸುಧಾ, ೭-೦೫ ಭಾವಗೀತೆ, ೭-೪೫ ಚಿತ್ರಗೀತೆಗಳು, ೮-೩೦ ಶಾಸ್ತ್ರೀಯ ಸಂಗೀತ, ೯-೦೫ ಚಿತ್ರಗೀತೆ, ೯-೪೫ ಪಡ್ಡಧ್ವನಿ ಸೆ ಬೆಹತರ್ ಜೀವನ್, ೧೦-೧೦ ಆಕಾಶಗಂಗೆ, ೧೧-೧೦ ಯಾದೋಂಕಿ ಬಾರಾತ್, ೧೧-೩೦ ಉಮಂಗ್. (800, 94, 934, 176)
column-divider (480, 460, 481, 1090)
film-title: ಪಾಂಡುರಂಗ ವಿಠಲ (170, 436, 231, 448)
ashok-group-photo (366, 87, 648, 287)
akashavani-box (794, 58, 940, 412)
film-title: ಕೋಟಿಗೊಬ್ಬ–೩ (174, 1174, 227, 1186)
cinema-listing-item (152, 819, 249, 864)
market-price-range: 1000-1500 (890, 660, 932, 671)
show-time: ಇಂದು ಬೆಳಿಗ್ಗೆ ೮ ಘಂಟೆಗೆ (169, 339, 232, 349)
market-title-2: ಮಾರುಕಟ್ಟೆ ಧಾರಣೆ (827, 433, 907, 448)
hani-line: ಭಾರತಕ್ಕೆ ಮರಳಿ ಒಲಿದಿದೆ ಐಸಿಸಿ ವಿಶ್ವಕಪ್ (39, 211, 151, 222)
tv-listing-item (33, 1028, 145, 1063)
hani-attribution: – ಸುನೀತ, ಕೋಲಾರ (171, 255, 227, 265)
program-banner-title: ಇಂದಿನ ಕಾರ್ಯಕ್ರಮ (74, 292, 204, 313)
cinema-listing-item (152, 426, 249, 471)
horse-dateline: ಕೋಲಾರ ಜು ೧ (699, 300, 743, 310)
events-column (33, 322, 145, 1508)
market-row (800, 486, 934, 498)
film-title: ವಿಶ್ವೇಶ್ವರನವಾಹನ (171, 484, 230, 496)
bhoosvadheena-photo (486, 486, 782, 612)
briefs-caption-4: ಚಿಂತಾಮಣಿಯ ರಾಮಿಲ್ ಶಾಲೆಯಲ್ಲಿ ನಾಡಪ್ರಭು ಕೆಂಪೇಗೌಡರ ಜಯಂತಿ ಪ್ರಯುಕ್ತ ಕೆಂಪೇಗೌಡರ ಭಾವಚಿತ್ರಕ್ಕೆ ಆಡಳಿತ ಮಂಡಳಿಯ ಸದಸ್ಯರು, ಶಿಕ್ಷಕರು, ಶಿಕ್ಷಕಿಯರು ಪುಷ್ಪನಮನ ಸಲ್ಲಿಸಿದರು. ಸಂಸ್ಥೆಯ ಅಧ್ಯಕ್ಷ ಕೆ. ರಾಮಕೃಷ್ಣ ಮಾತನಾಡಿದರು. ಕಾರ್ಯದರ್ಶಿ ಪ್ರೇಮಲತ, ಕೆ.ಆರ್. ಕಾರ್ತೀಕ್, ನಿಹಾರಿಕಾ, ಶಿಕ್ಷಕರು ಹಾಜರಿದ್ದರು. (706, 1442, 938, 1486)
cinema-listing-item (152, 953, 249, 968)
film-cast: ದರ್ಶನ್, ಅಂಬರೀಶ್, ರಚಿತಾರಾಮ್, ಮಿಲನ (153, 794, 248, 815)
market-item: ಹಸಿಮೆಣಕಾಯಿ (802, 610, 842, 620)
show-time: ಇಂದು ಸಂಜೆ ೪ ಘಂಟೆಗೆ (170, 1115, 231, 1125)
cinema-listing-item (152, 770, 249, 815)
hani-box (30, 158, 236, 285)
film-cast: ಗಣೇಶ್, ಭಾವನ, ಸಮ್ಯುಕ್ತಾ, ಜ್ಯೋತಿ, ರವಿಶಂಕರ್ ಗೌಡ (153, 1091, 248, 1111)
akashavani-title: ಆಕಾಶವಾಣಿ (839, 62, 895, 78)
film-title: ಬಂಗಾರದ ಮನುಷ್ಯ (169, 626, 232, 638)
market-row (800, 511, 934, 523)
film-title: ಹ್ಯಾಪಿ ಜರ್ನಿ (181, 981, 220, 993)
column-divider (653, 87, 654, 455)
show-time: ಇಂದು ಬೆಳಿಗ್ಗೆ ೯ ಘಂಟೆಗೆ (57, 979, 121, 989)
cinema-listing-item (152, 663, 249, 708)
market-item: ಬದನೆಕಾಯಿ (802, 511, 834, 521)
show-time: ಇಂದು ಸಂಜೆ ೪ ಘಂಟೆಗೆ (170, 473, 231, 483)
film-cast: ವಿನಯ್ ರಾಜಕುಮಾರ್, ರುಕ್ಸಾರ್, ದೇವರಾಜ್ (157, 1139, 244, 1159)
show-time: ಇಂದು ಬೆಳಿಗ್ಗೆ ೧೦ ಘಂಟೆಗೆ (166, 1018, 235, 1028)
kyalanuru-body: ವೇಮಗಲ್ ಜು ೧ – ಕೆಂಪೇಗೌಡರು ದಕ್ಷ ಆಡಳಿತ ಮತ್ತು ದಾರ್ಶನಿಕ ಮನೋಭಾವ ಹೊಂದಿದ್ದರ ಫಲವಾಗಿ ಇಂದು ಬೆಂಗಳೂರು ಜಗತ್ತಿನ ಪ್ರಮುಖ ನಗರಗಳಲ್ಲಿ ಒಂದಾಗಿದೆ. ಆಗಿನ ಕಾಲಘಟ್ಟದಲ್ಲಿ ಯಾವುದೇ ನದಿ ಹೊಳೆಗಳು ಇಲ್ಲದ ಬೆಂಗಳೂರಿನ ಅಭಿವೃದ್ಧಿಗಾಗಿ ಕೆರೆಗಳನ್ನು ನಿರ್ಮಿಸಿ ಕುಡಿಯುವ ನೀರು ಮತ್ತು ಕೃಷಿಗೆ ನೀರು ನಿತ್ಯ ದೊರೆಯುವಂತೆ ಹೊಂದಿದ್ದ ಮಹಾನ್ ಆಡಳಿತಗಾರರಾಗಿದ್ದರು ಎಂದು ಕ್ಯಾಲನೂರಿನ ಕರ್ನಾಟಕ ಪಬ್ಲಿಕ್ ಶಾಲೆಯ ಪ್ರಾಂಶುಪಾಲ ಓ. ಮಲ್ಲಿಕಾರ್ಜುನ್ ತಿಳಿಸಿದರು. ಶಾಲೆಯ ಆವರಣದಲ್ಲಿ ನಡೆದ ಕೆಂಪೇಗೌಡ ಜಯಂತಿ ಕಾರ್ಯಕ್ರಮದಲ್ಲಿ ಮಾತನಾಡಿದ ಅವರು ವಿಜಯನಗರ ಸಾಮ್ರಾಜ್ಯದ ಕಾಲದಲ್ಲಿ ಬೆಂಗಳೂರು ಪ್ರಾಂತ್ಯದ ಆಡಳಿತಗಾರರಾಗಿದ್ದ ಕೆಂಪೇಗೌಡರು ಜನಪರ ಸರ್ವ ಧರ್ಮ ಸಹಿಷ್ಣುತೆ, ಸಾಮಾಜಿಕ ಸೇವೆ ಮತ್ತು ಉತ್ತಮ ಪ್ರಜಾ ಪಾಲನೆಯಿಂದ ಜನಮಾನಸದಲ್ಲಿ ಶಾಶ್ವತ ಸ್ಥಾನ ಗಳಿಸಿದ್ದಾರೆ ಎಂದು ತಿಳಿಸಿದರು. ಶಾಲಾಭಿವೃದ್ಧಿ ಸಮಿತಿ ಅಧ್ಯಕ್ಷ ನಾರಾಯಣಮೂರ್ತಿ ಮಾತನಾಡಿ ಸರ್ಕಾರವು ಮಹಾನ್ ವ್ಯಕ್ತಿಗಳ ಜನ್ಮದಿನಾಚರಣೆಗೆ ರಜಾ ನೀಡಬಾರದು. ಅವರ ಆದರ್ಶಗಳನ್ನು ಅಳವಡಿಸಿಕೊಂಡು ಅವರ ಜನ್ಮದಿನವನ್ನು ಆಚರಿಸಿ ಕಾರ್ಯನಿರ್ವಹಿಸಬೇಕೆಂದು ತಿಳಿಸಿದರು. ಗ್ರಾಮ ಪಂಚಾಯಿತಿ ಅಧ್ಯಕ್ಷ ರಮೇಶ್, ಸದಸ್ಯರಾದ ಮಂಜುನಾಥ್, ರಾಮಪ್ಪ ನಾಯಕ, ಶಾಲಾಭಿವೃದ್ಧಿ ಸಮಿತಿ ಸದಸ್ಯ ಅನಿಲ್ ಕುಮಾರ್, ಮುಬ್ಬಿರ್ ಪಾಷಾ, ಕಲ್ಪನಾ, ಲಾವಣ್ಯ, ಪ್ರಕಾಶ್, ಅಮೀರ್ ಜಾನ್, ಶಿಕ್ಷಕರಾದ ರಾಜೇಶ್, ರಾಮಲಿಂಗಪ್ಪ ಇತರರಿದ್ದರು. (482, 1182, 702, 1394)
market-price-range: 4000-6000 (890, 573, 932, 584)
market-price-range: 1000-2000 (890, 685, 932, 696)
anatha-body (256, 1184, 480, 1524)
market-price-range: 1500-5400 (890, 487, 932, 498)
market-item: ಸೌತೆಕಾಯಿ (802, 598, 830, 608)
cinema-listing-item (152, 474, 249, 509)
film-title: ರನ್ ಆ್ಯಂಟನಿ (179, 1126, 222, 1138)
cinema-listing-item (152, 894, 249, 939)
cinema-listing-item (152, 970, 249, 1015)
hani-line: ಮುಂದಿನ ಸಾರಿ ದೊರೆತೀತು ಬರೀ ಚಿಮ್ಮು (39, 237, 147, 248)
cinema-listing-item (152, 550, 249, 585)
column-divider (360, 58, 361, 1050)
market-price-range: 2000-3000 (890, 672, 932, 683)
market-row (800, 498, 934, 510)
tv-listing-item (33, 979, 145, 1024)
film-cast: ವಿಕ್ರಾಂತ್ ಆರ್ಯ, ಅಮನ್, ವಿವಿಧಾ ಹುಕ್ಕಾಲ್, ಚಿಕ್ಕಣ್ಣ (155, 1248, 246, 1268)
cinema-listing-item (152, 1212, 249, 1270)
sarvatra-label: ಸರ್ವತ್ರ ಬಿದಿಗೆ (517, 41, 569, 54)
program-banner (30, 288, 248, 318)
film-title: ಮದರಂಗಿ (184, 905, 217, 917)
good-words-box (30, 64, 236, 156)
market-row (800, 647, 934, 659)
show-time: ಇಂದು ಮ. ೧ ಘಂಟೆಗೆ (171, 425, 230, 435)
cinema-listing-item (156, 590, 245, 592)
akashavani-dateline (800, 81, 934, 92)
film-title: ಎಪ್ಪು ನಗ್ತಿ ನಗು (177, 560, 224, 572)
event-body: ಕೋಲಾರ ಜಿಲ್ಲಾ ಪಂಚಾಯಿತಿ ಮುಖ್ಯ ಕಾರ್ಯನಿರ್ವಹಣಾಧಿಕಾರಿ ಪದ್ಮಾ ಬಸವಂತಪ್ಪ ಇಂದು ಕೇಂದ್ರ ಸ್ಥಾನದಲ್ಲಿದ್ದು ಪ್ರಸ್ತುತ ಕೆಲಸ ಕಾರ್ಯ ನಿರ್ವಹಿಸುವರು. (33, 887, 145, 931)
almanac-line: ಶ್ರೀ ಕ್ರೋಧಿ ನಾಮ ಸಂವತ್ಸರ, ಉತ್ತರಾಯಣ, ಗ್ರೀಷ್ಮ ಋತು, ಜ್ಯೇಷ್ಠ ಬಹುಳ ಬಿದಿಗೆ - ಕೃತ್ತಿಕಾ (185, 41, 504, 54)
